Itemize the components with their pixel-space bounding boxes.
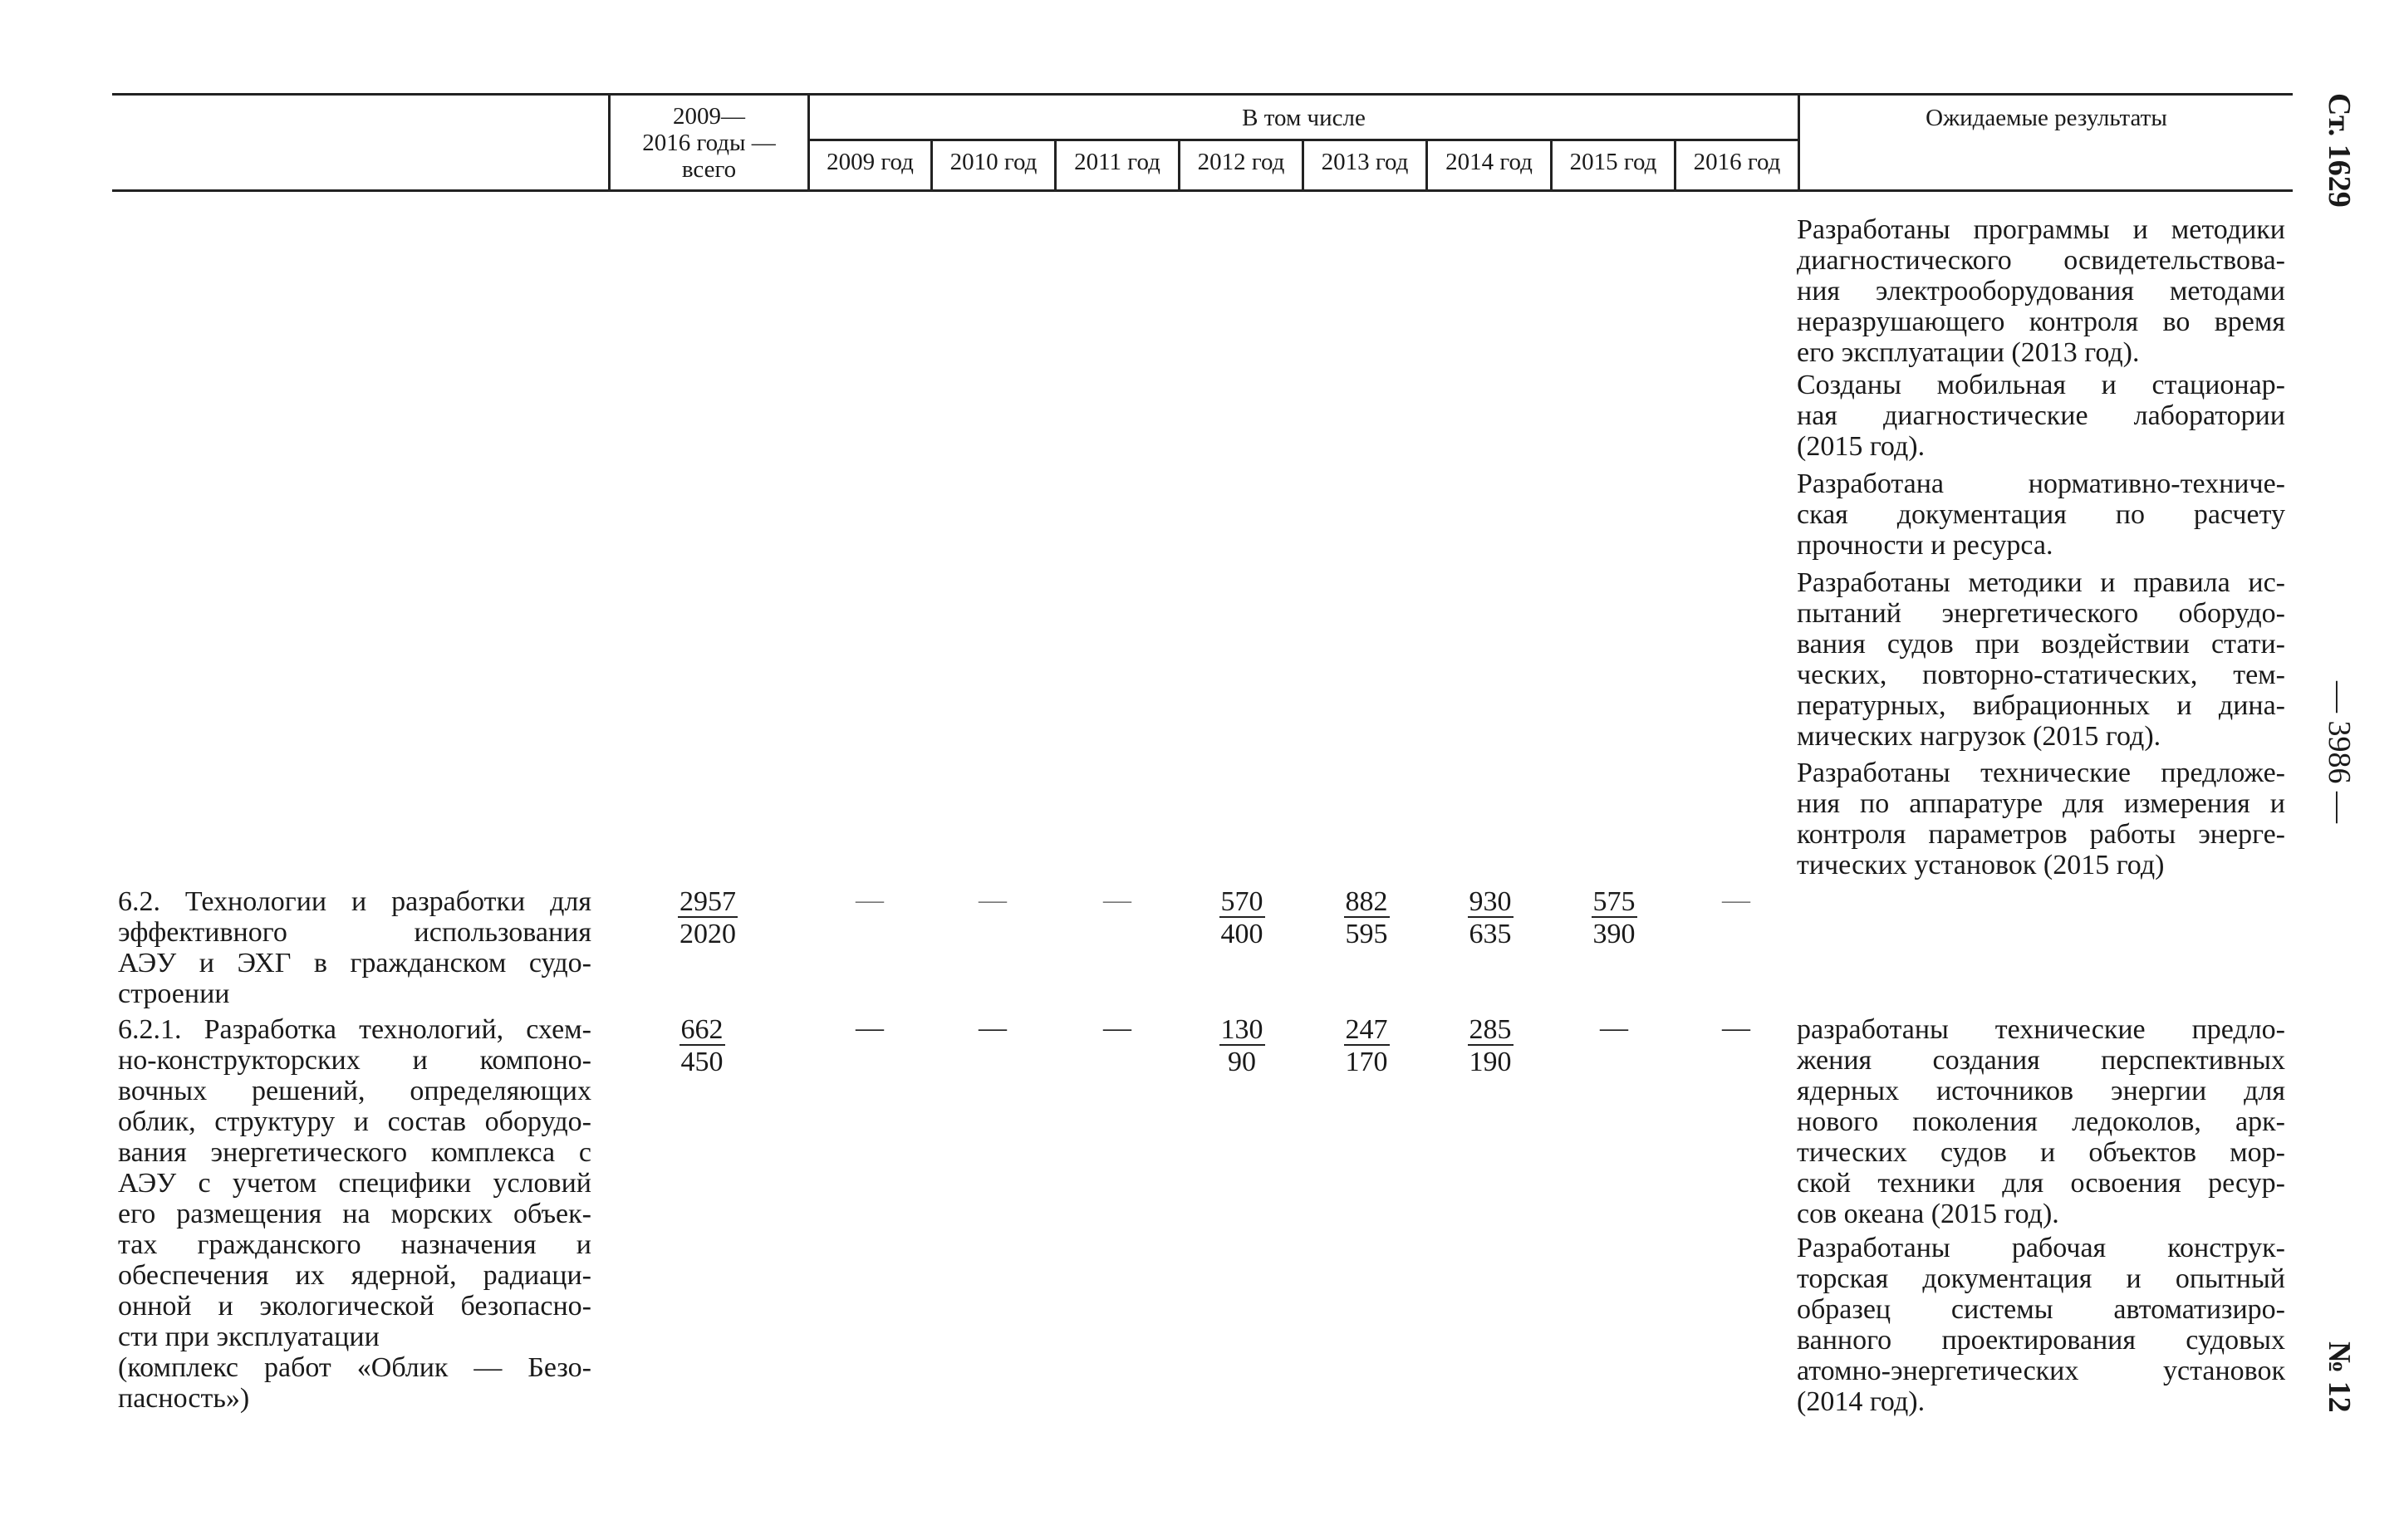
federal-value: 2020 bbox=[679, 919, 736, 949]
row-total bbox=[656, 1014, 748, 1079]
year-value bbox=[1445, 1014, 1536, 1079]
text-line: Созданы мобильная и стационар- bbox=[1797, 370, 2285, 400]
row-total bbox=[662, 886, 753, 951]
year-value bbox=[1196, 886, 1288, 951]
text-line: Разработаны технические предложе- bbox=[1797, 758, 2285, 788]
text-line: но-конструкторских и компоно- bbox=[118, 1045, 591, 1076]
header-top-rule bbox=[112, 93, 2293, 96]
empty-value: — bbox=[1103, 1013, 1131, 1043]
text-line: АЭУ с учетом специфики условий bbox=[118, 1168, 591, 1199]
issue-number: № 12 bbox=[2322, 1341, 2357, 1413]
empty-value: — bbox=[1722, 1013, 1750, 1043]
text-line: вания судов при воздействии стати- bbox=[1797, 629, 2285, 660]
planned-value: 2957 bbox=[679, 886, 736, 917]
text-line: Разработана нормативно-техниче- bbox=[1797, 468, 2285, 499]
results-paragraph bbox=[1797, 214, 2285, 368]
header-total-line: 2016 годы — bbox=[642, 130, 776, 156]
text-line: (комплекс работ «Облик — Безо- bbox=[118, 1352, 591, 1383]
text-line: АЭУ и ЭХГ в гражданском судо- bbox=[118, 948, 591, 978]
planned-value: 882 bbox=[1345, 886, 1388, 917]
results-paragraph bbox=[1797, 1233, 2285, 1417]
year-value bbox=[1321, 886, 1412, 951]
text-line: нового поколения ледоколов, арк- bbox=[1797, 1106, 2285, 1137]
text-line: Разработаны рабочая конструк- bbox=[1797, 1233, 2285, 1263]
federal-value: 595 bbox=[1345, 919, 1388, 949]
empty-value: — bbox=[1103, 885, 1131, 915]
results-paragraph bbox=[1797, 758, 2285, 880]
text-line: вания энергетического комплекса с bbox=[118, 1137, 591, 1168]
federal-value: 635 bbox=[1469, 919, 1512, 949]
page-label: Ст. 1629 bbox=[2322, 93, 2357, 208]
header-year: 2011 год bbox=[1074, 149, 1160, 175]
text-line: ческих, повторно-статических, тем- bbox=[1797, 660, 2285, 690]
header-total bbox=[611, 103, 807, 183]
header-year: 2012 год bbox=[1197, 149, 1285, 175]
text-line: тах гражданского назначения и bbox=[118, 1229, 591, 1260]
text-line: облик, структуру и состав оборудо- bbox=[118, 1106, 591, 1137]
results-paragraph bbox=[1797, 1014, 2285, 1229]
empty-value: — bbox=[1722, 885, 1750, 915]
text-line: ская документация по расчету bbox=[1797, 499, 2285, 530]
planned-value: 130 bbox=[1220, 1014, 1263, 1045]
text-line: торская документация и опытный bbox=[1797, 1263, 2285, 1294]
results-paragraph bbox=[1797, 370, 2285, 462]
text-line: Разработаны методики и правила ис- bbox=[1797, 567, 2285, 598]
text-line: пытаний энергетического оборудо- bbox=[1797, 598, 2285, 629]
empty-value: — bbox=[856, 1013, 884, 1043]
text-line: ядерных источников энергии для bbox=[1797, 1076, 2285, 1106]
planned-value: 662 bbox=[680, 1014, 724, 1045]
text-line: диагностического освидетельствова- bbox=[1797, 245, 2285, 276]
header-total-line: всего bbox=[681, 156, 737, 183]
header-total-line: 2009— bbox=[673, 103, 745, 130]
text-line: (2014 год). bbox=[1797, 1386, 1926, 1417]
text-line: (2015 год). bbox=[1797, 431, 1926, 462]
year-value bbox=[1321, 1014, 1412, 1079]
text-line: пературных, вибрационных и дина- bbox=[1797, 690, 2285, 721]
text-line: 6.2. Технологии и разработки для bbox=[118, 886, 591, 917]
header-year: 2009 год bbox=[827, 149, 914, 175]
planned-value: 247 bbox=[1345, 1014, 1388, 1045]
text-line: ния по аппаратуре для измерения и bbox=[1797, 788, 2285, 819]
federal-value: 190 bbox=[1469, 1047, 1512, 1077]
text-line: ная диагностические лаборатории bbox=[1797, 400, 2285, 431]
text-line: мических нагрузок (2015 год). bbox=[1797, 721, 2161, 752]
year-value bbox=[1568, 886, 1660, 951]
year-value bbox=[1196, 1014, 1288, 1079]
text-line: атомно-энергетических установок bbox=[1797, 1356, 2285, 1386]
header-year: 2014 год bbox=[1445, 149, 1533, 175]
text-line: 6.2.1. Разработка технологий, схем- bbox=[118, 1014, 591, 1045]
federal-value: 90 bbox=[1228, 1047, 1256, 1077]
header-results: Ожидаемые результаты bbox=[1926, 105, 2167, 131]
row-title bbox=[118, 1014, 591, 1414]
text-line: эффективного использования bbox=[118, 917, 591, 948]
text-line: Разработаны программы и методики bbox=[1797, 214, 2285, 245]
text-line: сти при эксплуатации bbox=[118, 1322, 380, 1352]
planned-value: 570 bbox=[1220, 886, 1263, 917]
text-line: онной и экологической безопасно- bbox=[118, 1291, 591, 1322]
text-line: сов океана (2015 год). bbox=[1797, 1199, 2059, 1229]
header-year: 2013 год bbox=[1321, 149, 1409, 175]
results-paragraph bbox=[1797, 468, 2285, 561]
federal-value: 450 bbox=[680, 1047, 724, 1077]
text-line: разработаны технические предло- bbox=[1797, 1014, 2285, 1045]
empty-value: — bbox=[856, 885, 884, 915]
text-line: его эксплуатации (2013 год). bbox=[1797, 337, 2140, 368]
text-line: ния электрооборудования методами bbox=[1797, 276, 2285, 307]
results-paragraph bbox=[1797, 567, 2285, 752]
text-line: неразрушающего контроля во время bbox=[1797, 307, 2285, 337]
header-year: 2015 год bbox=[1569, 149, 1657, 175]
text-line: вочных решений, определяющих bbox=[118, 1076, 591, 1106]
empty-value: — bbox=[979, 885, 1007, 915]
header-year: 2010 год bbox=[949, 149, 1038, 175]
planned-value: 285 bbox=[1469, 1014, 1512, 1045]
text-line: ской техники для освоения ресур- bbox=[1797, 1168, 2285, 1199]
planned-value: 930 bbox=[1469, 886, 1512, 917]
empty-value: — bbox=[979, 1013, 1007, 1043]
text-line: жения создания перспективных bbox=[1797, 1045, 2285, 1076]
page-number: — 3986 — bbox=[2322, 681, 2357, 823]
text-line: тических установок (2015 год) bbox=[1797, 850, 2165, 880]
empty-value: — bbox=[1600, 1013, 1628, 1043]
text-line: ванного проектирования судовых bbox=[1797, 1325, 2285, 1356]
text-line: образец системы автоматизиро- bbox=[1797, 1294, 2285, 1325]
year-value bbox=[1445, 886, 1536, 951]
header-including: В том числе bbox=[1242, 105, 1366, 131]
text-line: строении bbox=[118, 978, 230, 1009]
text-line: прочности и ресурса. bbox=[1797, 530, 2053, 561]
federal-value: 390 bbox=[1592, 919, 1636, 949]
text-line: пасность») bbox=[118, 1383, 250, 1414]
header-year: 2016 год bbox=[1693, 149, 1781, 175]
planned-value: 575 bbox=[1592, 886, 1636, 917]
header-bottom-rule bbox=[112, 189, 2293, 192]
row-title bbox=[118, 886, 591, 1009]
text-line: тических судов и объектов мор- bbox=[1797, 1137, 2285, 1168]
text-line: контроля параметров работы энерге- bbox=[1797, 819, 2285, 850]
federal-value: 170 bbox=[1345, 1047, 1388, 1077]
text-line: обеспечения их ядерной, радиаци- bbox=[118, 1260, 591, 1291]
federal-value: 400 bbox=[1220, 919, 1263, 949]
text-line: его размещения на морских объек- bbox=[118, 1199, 591, 1229]
